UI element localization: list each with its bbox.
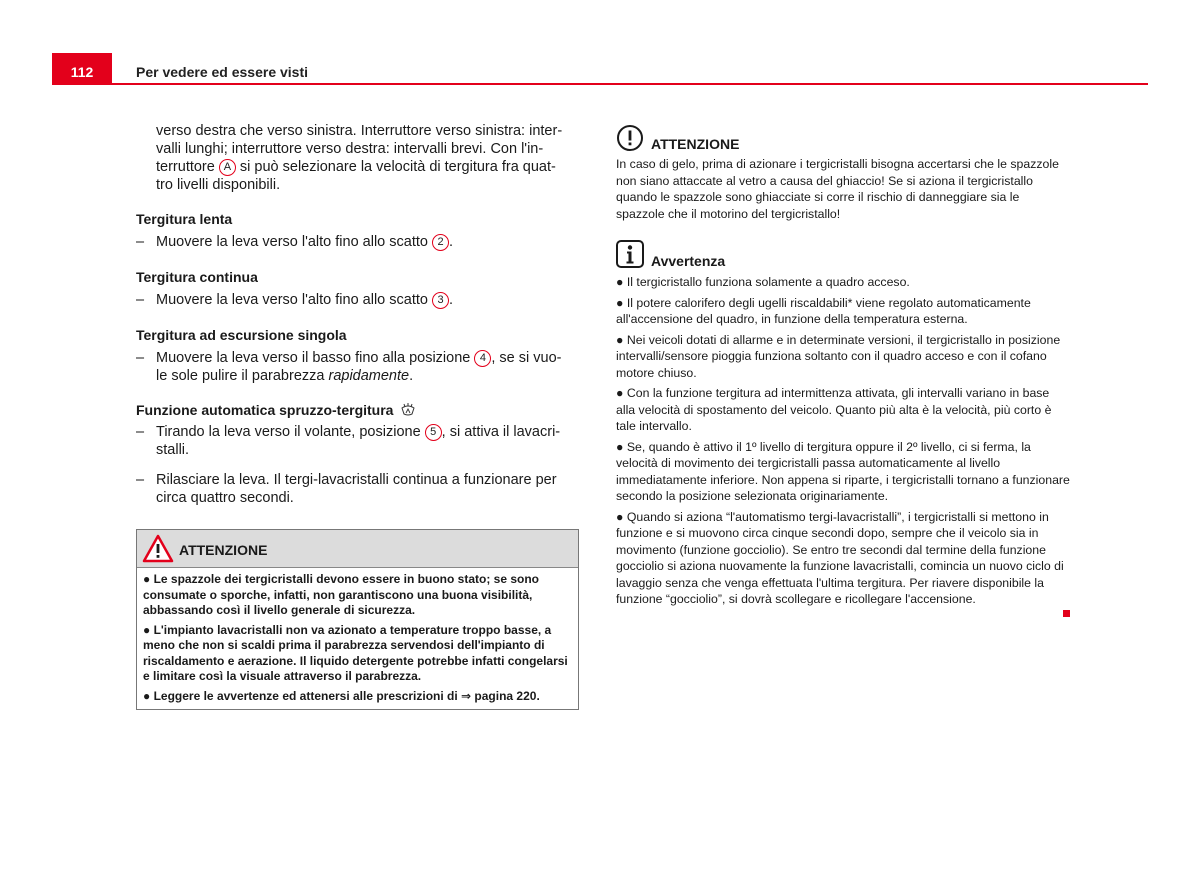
exclamation-circle-icon	[616, 124, 644, 152]
dash: –	[136, 472, 145, 488]
item-punct: .	[449, 292, 454, 308]
section-heading	[136, 402, 579, 418]
page-header	[52, 53, 1148, 85]
item-text-italic: rapidamente	[328, 368, 410, 384]
chapter-title: Per vedere ed essere visti	[136, 64, 309, 80]
dash: –	[136, 350, 145, 366]
intro-paragraph	[136, 122, 579, 194]
item-text: Muovere la leva verso l'alto fino allo scatto	[156, 292, 428, 308]
dash: –	[136, 234, 145, 250]
callout-3: 3	[432, 292, 449, 309]
section-heading: Tergitura continua	[136, 269, 258, 285]
list-item	[136, 349, 579, 385]
header-divider	[52, 83, 1148, 85]
warning-item: ● Leggere le avvertenze ed attenersi alle prescrizioni di ⇒ pagina 220.	[143, 688, 540, 703]
item-text: circa quattro secondi.	[156, 490, 294, 506]
item-punct: .	[409, 368, 414, 384]
note-label: Avvertenza	[651, 253, 726, 269]
callout-4: 4	[474, 350, 491, 367]
attention-header	[616, 124, 1070, 156]
item-text: stalli.	[156, 442, 190, 458]
list-item	[136, 291, 579, 309]
warning-item: ● Le spazzole dei tergicristalli devono essere in buono stato; se sono consumate o sporche, infatti, non garantiscono una buona visibilità, abbassando così il livello generale di sicurezza.	[143, 572, 540, 617]
page-number: 112	[52, 53, 112, 85]
intro-line	[156, 158, 579, 176]
list-item	[136, 233, 579, 251]
item-text: Muovere la leva verso l'alto fino allo scatto	[156, 234, 428, 250]
note-item-text: ● Quando si aziona “l'automatismo tergi-lavacristalli”, i tergicristalli si mettono in funzione e si muovono circa cinque secondi dopo, sempre che il veicolo sia in movimento (funzione gocciolio). Se entro tre secondi dal termine della funzione gocciolio si aziona nuovamente la funzione lavacristalli, comincia un nuovo ciclo di lavaggio senza che venga effettuata l'ultima tergitura. Per riavere disponibile la funzione “gocciolio”, si dovrà scollegare e ricollegare l'accensione.	[616, 509, 1064, 606]
item-punct: .	[449, 234, 454, 250]
note-body	[616, 274, 1070, 608]
right-column	[616, 124, 1070, 612]
dash: –	[136, 292, 145, 308]
warning-box	[136, 529, 579, 710]
note-item	[616, 509, 1070, 608]
warning-item: ● L'impianto lavacristalli non va azionato a temperature troppo basse, a meno che non si scaldi prima il parabrezza servendosi dell'impianto di riscaldamento e aerazione. Il liquido detergente potrebbe infatti congelarsi e limitare così la visuale attraverso il parabrezza.	[143, 622, 568, 683]
warning-triangle-icon	[142, 534, 174, 563]
attention-text: In caso di gelo, prima di azionare i tergicristalli bisogna accertarsi che le spazzole non siano attaccate al vetro a causa del ghiaccio! Se si aziona il tergicristallo quando le spazzole sono ghiacciate si corre il rischio di danneggiare sia le spazzole che il motorino del tergicristallo!	[616, 157, 1059, 221]
warning-header	[137, 530, 578, 568]
washer-icon	[400, 403, 416, 416]
note-item: ● Il potere calorifero degli ugelli riscaldabili* viene regolato automaticamente all'accensione del quadro, in funzione della temperatura esterna.	[616, 295, 1031, 326]
note-item: ● Il tergicristallo funziona solamente a quadro acceso.	[616, 275, 910, 289]
note-item: ● Se, quando è attivo il 1º livello di tergitura oppure il 2º livello, ci si ferma, la velocità di movimento dei tergicristalli passa automaticamente al livello immediatamente inferiore. Non appena si riparte, i tergicristalli tornano a funzionare secondo la posizione selezionata originariamente.	[616, 439, 1070, 503]
note-header	[616, 241, 1070, 273]
intro-text: terruttore	[156, 159, 215, 175]
intro-text: si può selezionare la velocità di tergitura fra quat-	[239, 159, 556, 175]
item-text: le sole pulire il parabrezza	[156, 368, 329, 384]
warning-body	[137, 568, 578, 709]
callout-2: 2	[432, 234, 449, 251]
item-text: Muovere la leva verso il basso fino alla posizione	[156, 350, 471, 366]
heading-text: Funzione automatica spruzzo-tergitura	[136, 402, 394, 418]
intro-line: valli lunghi; interruttore verso destra: intervalli brevi. Con l'in-	[156, 141, 544, 157]
note-item: ● Nei veicoli dotati di allarme e in determinate versioni, il tergicristallo in posizione intervalli/sensore pioggia funziona soltanto con il quadro acceso e con il cofano motore chiuso.	[616, 332, 1061, 380]
intro-line: tro livelli disponibili.	[156, 177, 281, 193]
callout-a: A	[219, 159, 236, 176]
section-heading: Tergitura lenta	[136, 211, 233, 227]
item-text: , se si vuo-	[491, 350, 562, 366]
info-icon	[616, 240, 644, 268]
callout-5: 5	[425, 424, 442, 441]
left-column	[136, 122, 579, 710]
intro-line: verso destra che verso sinistra. Interruttore verso sinistra: inter-	[156, 123, 563, 139]
note-item: ● Con la funzione tergitura ad intermittenza attivata, gli intervalli variano in base alla velocità di spostamento del veicolo. Quanto più alta è la velocità, più corto è tale intervallo.	[616, 386, 1052, 433]
item-text: Rilasciare la leva. Il tergi-lavacristalli continua a funzionare per	[156, 472, 557, 488]
list-item	[136, 423, 579, 459]
item-text: , si attiva il lavacri-	[441, 424, 561, 440]
attention-label: ATTENZIONE	[651, 136, 740, 152]
list-item	[136, 471, 579, 507]
section-heading: Tergitura ad escursione singola	[136, 327, 347, 343]
warning-label: ATTENZIONE	[179, 542, 268, 558]
dash: –	[136, 424, 145, 440]
end-of-section-marker	[1063, 610, 1070, 617]
item-text: Tirando la leva verso il volante, posizione	[156, 424, 421, 440]
